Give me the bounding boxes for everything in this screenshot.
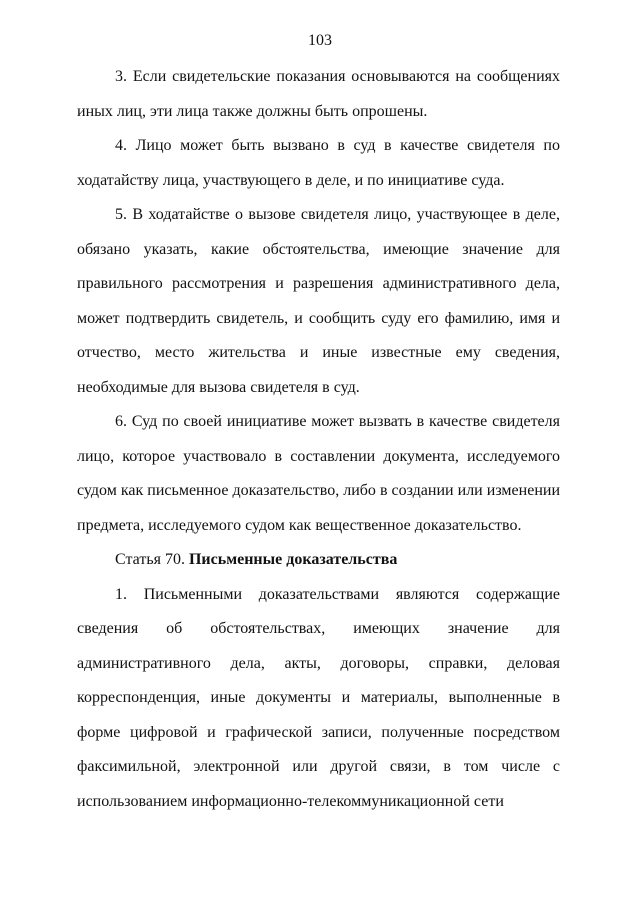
document-body <box>77 60 560 819</box>
article-title: Письменные доказательства <box>188 551 398 568</box>
page-number: 103 <box>308 32 332 49</box>
paragraph-6: 6. Суд по своей инициативе может вызвать в качестве свидетеля лицо, которое участвовало в составлении документа, исследуемого судом как письменное доказательство, либо в создании или изменении предмета, исследуемого судом как вещественное доказательство. <box>77 413 560 534</box>
article-70-paragraph-1: 1. Письменными доказательствами являются содержащие сведения об обстоятельствах, имеющих значение для административного дела, акты, договоры, справки, деловая корреспонденция, иные документы и материалы, выполненные в форме цифровой и графической записи, полученные посредством факсимильной, электронной или другой связи, в том числе с использованием информационно-телекоммуникационной сети <box>77 585 560 810</box>
paragraph-5: 5. В ходатайстве о вызове свидетеля лицо, участвующее в деле, обязано указать, какие обстоятельства, имеющие значение для правильного рассмотрения и разрешения административного дела, может подтвердить свидетель, и сообщить суду его фамилию, имя и отчество, место жительства и иные известные ему сведения, необходимые для вызова свидетеля в суд. <box>77 206 560 396</box>
paragraph-3: 3. Если свидетельские показания основываются на сообщениях иных лиц, эти лица также должны быть опрошены. <box>77 68 560 120</box>
article-heading <box>77 543 560 578</box>
article-prefix: Статья 70. <box>115 551 185 568</box>
paragraph-4: 4. Лицо может быть вызвано в суд в качестве свидетеля по ходатайству лица, участвующего в деле, и по инициативе суда. <box>77 137 560 189</box>
